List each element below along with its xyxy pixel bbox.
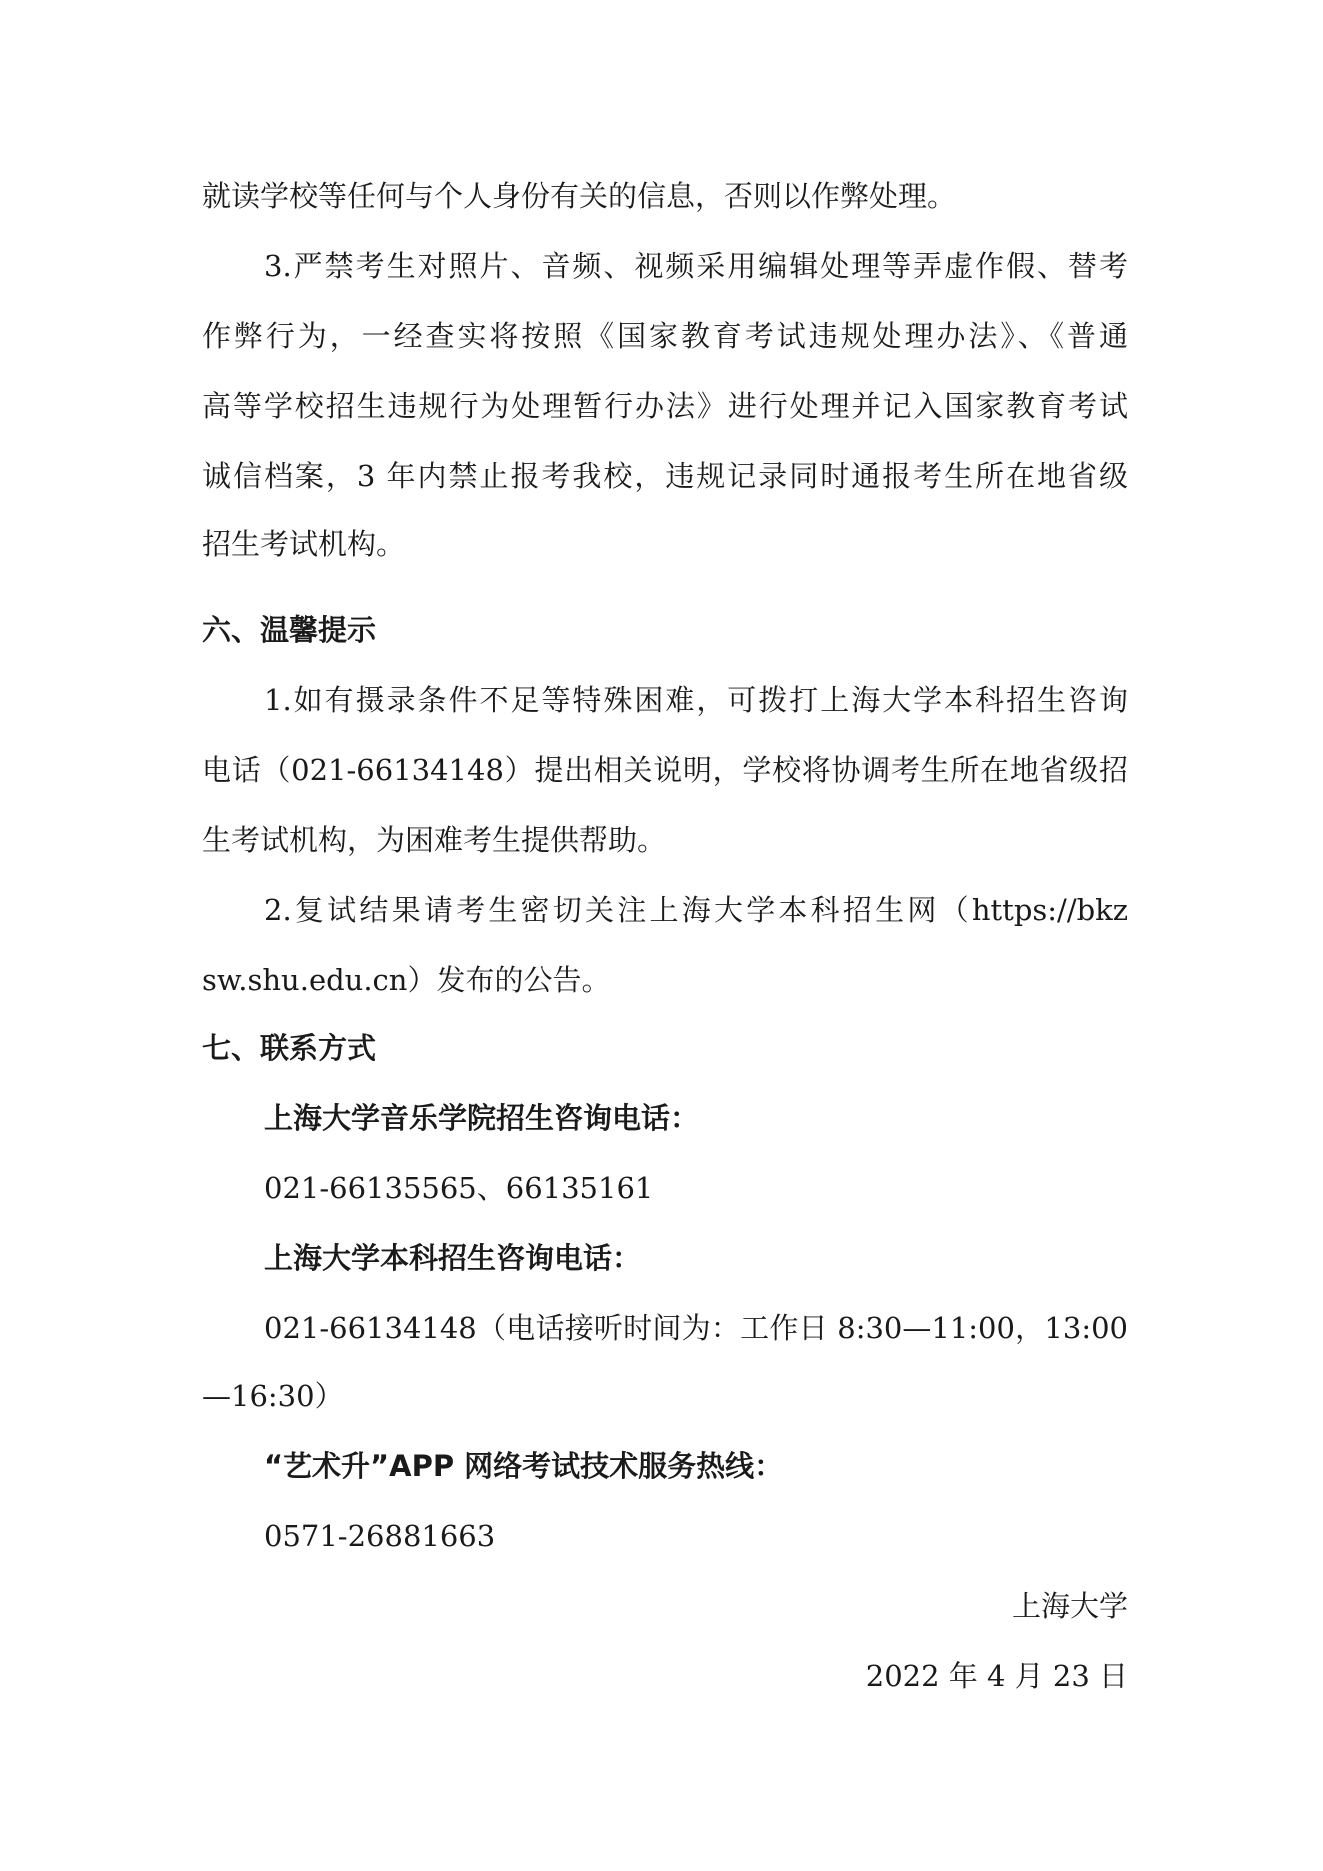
section-heading: 六、温馨提示	[202, 613, 377, 647]
section-heading: 七、联系方式	[202, 1031, 377, 1065]
app-hotline-phone: 0571-26881663	[264, 1519, 496, 1553]
paragraph-line: 3.严禁考生对照片、音频、视频采用编辑处理等弄虚作假、替考	[264, 249, 1128, 283]
paragraph-line: 高等学校招生违规行为处理暂行办法》进行处理并记入国家教育考试	[202, 389, 1128, 423]
undergrad-contact-label: 上海大学本科招生咨询电话：	[264, 1241, 642, 1275]
paragraph-line: 生考试机构，为困难考生提供帮助。	[202, 823, 667, 857]
signature-org: 上海大学	[1011, 1589, 1128, 1623]
paragraph-line: 诚信档案，3 年内禁止报考我校，违规记录同时通报考生所在地省级	[202, 459, 1128, 493]
app-hotline-label: “艺术升”APP 网络考试技术服务热线：	[264, 1449, 784, 1483]
paragraph-line: sw.shu.edu.cn）发布的公告。	[202, 963, 611, 997]
paragraph-line: 招生考试机构。	[202, 527, 406, 561]
paragraph-line: 电话（021-66134148）提出相关说明，学校将协调考生所在地省级招	[202, 753, 1128, 787]
paragraph-line: 1.如有摄录条件不足等特殊困难，可拨打上海大学本科招生咨询	[264, 683, 1128, 717]
music-contact-phones: 021-66135565、66135161	[264, 1171, 654, 1205]
paragraph-line: 就读学校等任何与个人身份有关的信息，否则以作弊处理。	[202, 179, 957, 213]
undergrad-contact-phone: 021-66134148（电话接听时间为：工作日 8:30—11:00，13:00	[264, 1311, 1128, 1345]
music-contact-label: 上海大学音乐学院招生咨询电话：	[264, 1101, 700, 1135]
paragraph-line: 2.复试结果请考生密切关注上海大学本科招生网（https://bkz	[264, 893, 1128, 927]
undergrad-contact-hours: —16:30）	[202, 1379, 344, 1413]
paragraph-line: 作弊行为，一经查实将按照《国家教育考试违规处理办法》、《普通	[202, 319, 1128, 353]
signature-date: 2022 年 4 月 23 日	[865, 1659, 1128, 1693]
